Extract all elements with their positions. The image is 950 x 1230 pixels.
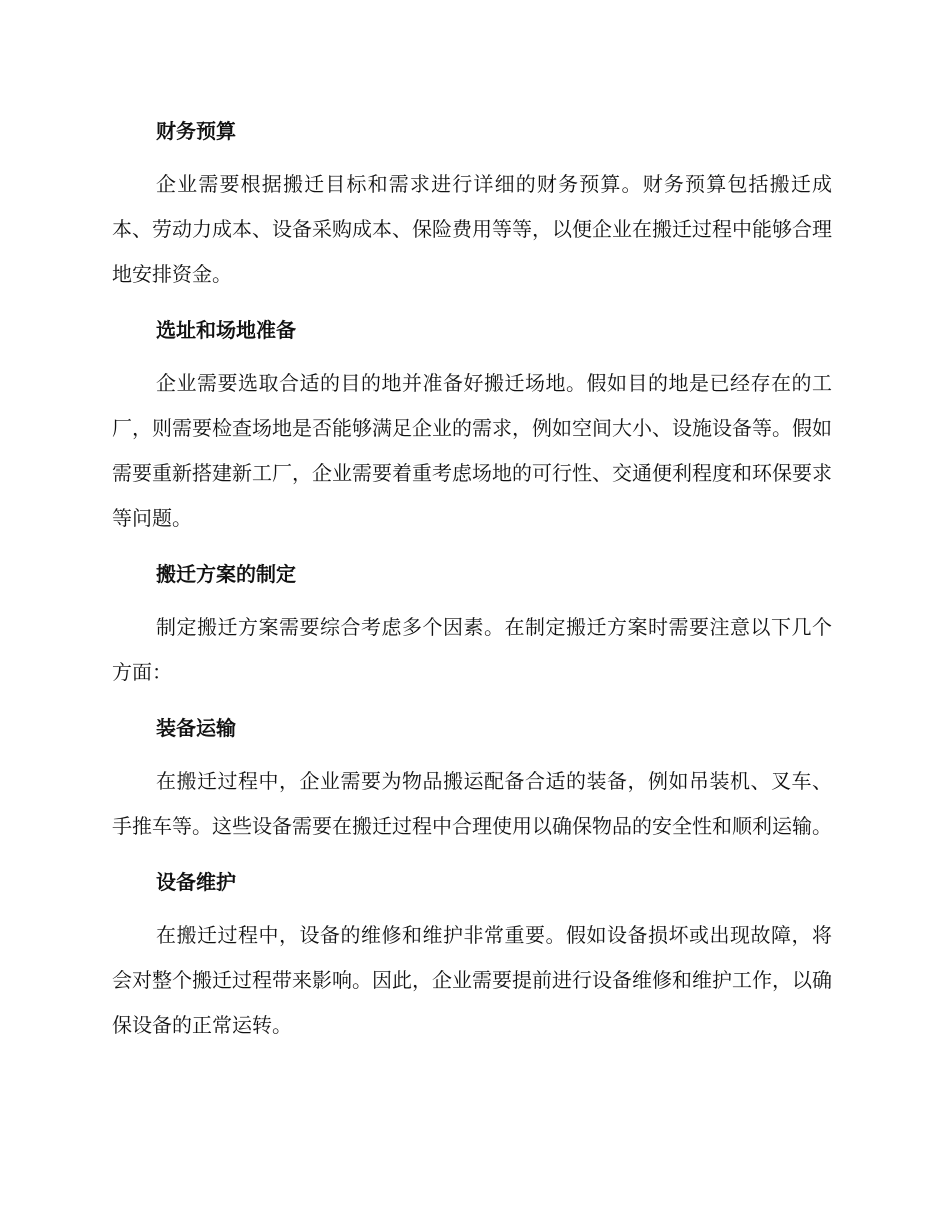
section-paragraph-equipment-transport: 在搬迁过程中，企业需要为物品搬运配备合适的装备，例如吊装机、叉车、手推车等。这些设备需要在搬迁过程中合理使用以确保物品的安全性和顺利运输。	[112, 769, 832, 838]
section-paragraph-relocation-plan: 制定搬迁方案需要综合考虑多个因素。在制定搬迁方案时需要注意以下几个方面：	[112, 615, 832, 684]
section-heading-equipment-transport: 装备运输	[156, 716, 236, 740]
section-heading-equipment-maintenance: 设备维护	[156, 870, 236, 894]
section-heading-site-preparation: 选址和场地准备	[156, 318, 296, 342]
section-heading-relocation-plan: 搬迁方案的制定	[156, 562, 296, 586]
section-paragraph-equipment-maintenance: 在搬迁过程中，设备的维修和维护非常重要。假如设备损坏或出现故障，将会对整个搬迁过程带来影响。因此，企业需要提前进行设备维修和维护工作，以确保设备的正常运转。	[112, 923, 832, 1037]
section-paragraph-site-preparation: 企业需要选取合适的目的地并准备好搬迁场地。假如目的地是已经存在的工厂，则需要检查场地是否能够满足企业的需求，例如空间大小、设施设备等。假如需要重新搭建新工厂，企业需要着重考虑场地的可行性、交通便利程度和环保要求等问题。	[112, 371, 832, 530]
section-heading-financial-budget: 财务预算	[156, 119, 236, 143]
document-page	[112, 110, 832, 1048]
section-paragraph-financial-budget: 企业需要根据搬迁目标和需求进行详细的财务预算。财务预算包括搬迁成本、劳动力成本、设备采购成本、保险费用等等，以便企业在搬迁过程中能够合理地安排资金。	[112, 172, 832, 286]
